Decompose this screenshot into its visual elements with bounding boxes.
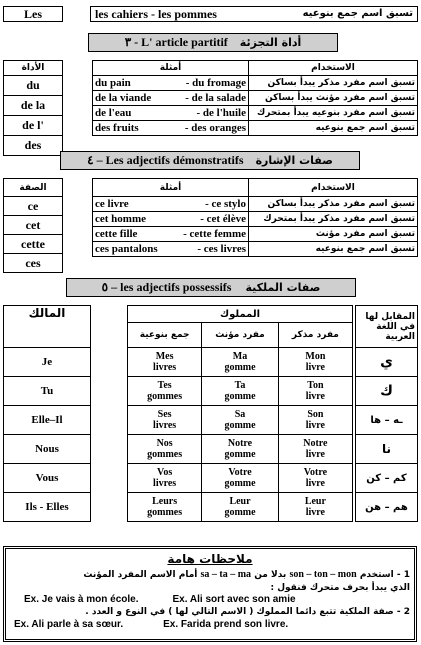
partitif-usage: تسبق اسم مفرد بنوعيه يبدأ بمتحرك: [249, 106, 418, 121]
arabic-eq-header: المقابل لها في اللغة العربية: [356, 306, 418, 348]
masc-form: Mon livre: [278, 348, 352, 377]
example-2: Ex. Ali sort avec son amie: [172, 594, 296, 605]
masc-form: Votre livre: [278, 464, 352, 493]
masc-form: Leur livre: [278, 493, 352, 522]
note-2: 2 - صفة الملكية تتبع دائما المملوك ( الاسم التالي لها ) في النوع و العدد .: [85, 607, 410, 617]
note-2-examples: [10, 619, 410, 631]
owner-pronoun: Tu: [4, 377, 91, 406]
partitif-header-article: الأداة: [4, 61, 63, 76]
partitif-section-title: [88, 33, 338, 52]
owner-pronoun: Vous: [4, 464, 91, 493]
partitif-header-example: أمثلة: [93, 61, 249, 76]
demonstratif-usage: تسبق اسم جمع بنوعيه: [249, 242, 418, 257]
partitif-example: de la viande - de la salade: [93, 91, 249, 106]
demonstratif-usage: تسبق اسم مفرد مذكر يبدأ بمتحرك: [249, 212, 418, 227]
note-1-line-2: الذي يبدأ بحرف متحرك فنقول :: [270, 583, 410, 593]
col-masc-header: مفرد مذكر: [278, 323, 352, 348]
masc-form: Notre livre: [278, 435, 352, 464]
possessifs-owner-table: [3, 305, 91, 522]
partitif-title-ar: أداة التجزئة: [239, 36, 302, 49]
notes-box: [3, 546, 417, 642]
plural-form: Tes gommes: [128, 377, 202, 406]
partitif-example: de l'eau - de l'huile: [93, 106, 249, 121]
possessifs-arabic-table: [355, 305, 418, 522]
possessifs-title-ar: صفات الملكية: [245, 281, 321, 294]
arabic-suffix: نا: [356, 435, 418, 464]
demonstratifs-adjective-table: [3, 178, 63, 273]
demonstratif-example: cette fille - cette femme: [93, 227, 249, 242]
partitif-usage: تسبق اسم مفرد مذكر يبدأ بساكن: [249, 76, 418, 91]
arabic-suffix: ك: [356, 377, 418, 406]
owner-pronoun: Je: [4, 348, 91, 377]
top-usage-text: تسبق اسم جمع بنوعيه: [302, 8, 413, 19]
possessifs-title-fr: ٥ – les adjectifs possessifs: [101, 280, 232, 294]
top-article-cell: [3, 6, 63, 22]
demonstratifs-header-example: أمثلة: [93, 179, 249, 197]
owner-pronoun: Nous: [4, 435, 91, 464]
example-3: Ex. Ali parle à sa sœur.: [14, 619, 124, 630]
fem-form: Votre gomme: [202, 464, 279, 493]
partitif-title-fr: ٣ - L' article partitif: [124, 35, 228, 49]
fem-form: Sa gomme: [202, 406, 279, 435]
col-plural-header: جمع بنوعية: [128, 323, 202, 348]
demonstratif-adjective: cette: [4, 235, 63, 254]
note-1-examples: [10, 594, 410, 606]
top-usage-cell: [90, 6, 418, 22]
demonstratifs-header-adjective: الصفة: [4, 179, 63, 197]
fem-form: Notre gomme: [202, 435, 279, 464]
fem-form: Ma gomme: [202, 348, 279, 377]
owner-header: المالك: [4, 306, 91, 348]
demonstratif-example: ces pantalons - ces livres: [93, 242, 249, 257]
demonstratifs-header-usage: الاستخدام: [249, 179, 418, 197]
demonstratifs-title-fr: ٤ – Les adjectifs démonstratifs: [87, 153, 244, 167]
possessifs-section-title: [66, 278, 356, 297]
example-4: Ex. Farida prend son livre.: [163, 619, 289, 630]
partitif-header-usage: الاستخدام: [249, 61, 418, 76]
demonstratif-usage: تسبق اسم مفرد مؤنث: [249, 227, 418, 242]
demonstratif-adjective: ces: [4, 254, 63, 273]
plural-form: Ses livres: [128, 406, 202, 435]
partitif-article: de la: [4, 96, 63, 116]
demonstratifs-title-ar: صفات الإشارة: [255, 154, 333, 167]
note-1: 1 - استخدم son – ton – mon بدلا من sa – ta – ma أمام الاسم المفرد المؤنث: [83, 569, 410, 580]
arabic-suffix: هم – هن: [356, 493, 418, 522]
top-article-label: Les: [24, 7, 42, 21]
masc-form: Son livre: [278, 406, 352, 435]
partitif-usage: تسبق اسم جمع بنوعيه: [249, 121, 418, 136]
fem-form: Ta gomme: [202, 377, 279, 406]
arabic-suffix: ي: [356, 348, 418, 377]
partitif-main-table: [92, 60, 418, 136]
partitif-usage: تسبق اسم مفرد مؤنث يبدأ بساكن: [249, 91, 418, 106]
demonstratifs-section-title: [60, 151, 360, 170]
plural-form: Mes livres: [128, 348, 202, 377]
partitif-article: des: [4, 136, 63, 156]
partitif-article: du: [4, 76, 63, 96]
demonstratif-example: cet homme - cet élève: [93, 212, 249, 227]
demonstratif-usage: تسبق اسم مفرد مذكر يبدأ بساكن: [249, 197, 418, 212]
demonstratif-adjective: cet: [4, 216, 63, 235]
plural-form: Vos livres: [128, 464, 202, 493]
arabic-suffix: ـه – ها: [356, 406, 418, 435]
arabic-suffix: كم – كن: [356, 464, 418, 493]
partitif-article-table: [3, 60, 63, 156]
demonstratif-example: ce livre - ce stylo: [93, 197, 249, 212]
possessifs-possessed-table: [127, 305, 353, 522]
top-example-text: les cahiers - les pommes: [95, 7, 217, 21]
masc-form: Ton livre: [278, 377, 352, 406]
owner-pronoun: Ils - Elles: [4, 493, 91, 522]
notes-title: ملاحظات هامة: [167, 552, 253, 566]
demonstratif-adjective: ce: [4, 197, 63, 216]
possessed-header: المملوك: [128, 306, 353, 323]
plural-form: Nos gommes: [128, 435, 202, 464]
example-1: Ex. Je vais à mon école.: [24, 594, 139, 605]
partitif-article: de l': [4, 116, 63, 136]
partitif-example: des fruits - des oranges: [93, 121, 249, 136]
col-fem-header: مفرد مؤنث: [202, 323, 279, 348]
plural-form: Leurs gommes: [128, 493, 202, 522]
demonstratifs-main-table: [92, 178, 418, 257]
owner-pronoun: Elle–Il: [4, 406, 91, 435]
fem-form: Leur gomme: [202, 493, 279, 522]
partitif-example: du pain - du fromage: [93, 76, 249, 91]
